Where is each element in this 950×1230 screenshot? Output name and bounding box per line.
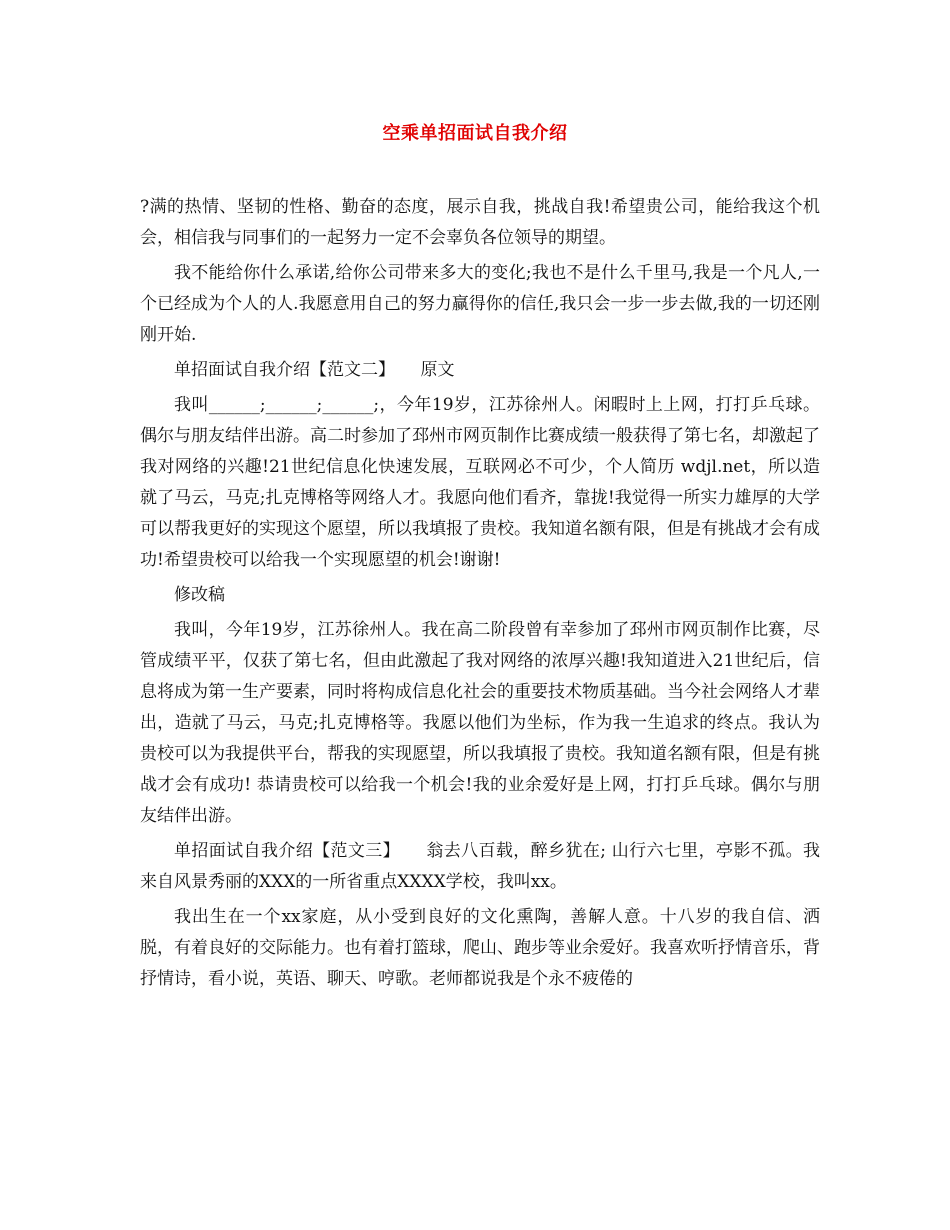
- paragraph-2: 我不能给你什么承诺,给你公司带来多大的变化;我也不是什么千里马,我是一个凡人,一个已经成为个人的人.我愿意用自己的努力赢得你的信任,我只会一步一步去做,我的一切还刚刚开始.: [140, 263, 820, 345]
- document-title: 空乘单招面试自我介绍: [382, 123, 568, 144]
- revision-heading: 修改稿: [174, 585, 225, 605]
- paragraph-original: 我叫______;______;______;，今年19岁，江苏徐州人。闲暇时上上网，打打乒乓球。偶尔与朋友结伴出游。高二时参加了邳州市网页制作比赛成绩一般获得了第七名，却激起了我对网络的兴趣!21世纪信息化快速发展，互联网必不可少，个人简历 wdjl.net，所以造就了马云，马克;扎克博格等网络人才。我愿向他们看齐，靠拢!我觉得一所实力雄厚的大学可以帮我更好的实现这个愿望，所以我填报了贵校。我知道名额有限，但是有挑战才会有成功!希望贵校可以给我一个实现愿望的机会!谢谢!: [140, 395, 820, 570]
- paragraph-last: 我出生在一个xx家庭，从小受到良好的文化熏陶，善解人意。十八岁的我自信、洒脱，有着良好的交际能力。也有着打篮球，爬山、跑步等业余爱好。我喜欢听抒情音乐，背抒情诗，看小说，英语、聊天、哼歌。老师都说我是个永不疲倦的: [140, 907, 820, 989]
- paragraph-1: ?满的热情、坚韧的性格、勤奋的态度，展示自我，挑战自我!希望贵公司，能给我这个机会，相信我与同事们的一起努力一定不会辜负各位领导的期望。: [140, 197, 820, 248]
- paragraph-revision: 我叫，今年19岁，江苏徐州人。我在高二阶段曾有幸参加了邳州市网页制作比赛，尽管成绩平平，仅获了第七名，但由此激起了我对网络的浓厚兴趣!我知道进入21世纪后，信息将成为第一生产要素，同时将构成信息化社会的重要技术物质基础。当今社会网络人才辈出，造就了马云，马克;扎克博格等。我愿以他们为坐标，作为我一生追求的终点。我认为贵校可以为我提供平台，帮我的实现愿望，所以我填报了贵校。我知道名额有限，但是有挑战才会有成功! 恭请贵校可以给我一个机会!我的业余爱好是上网，打打乒乓球。偶尔与朋友结伴出游。: [140, 620, 820, 826]
- section-heading-2: 单招面试自我介绍【范文二】 原文: [174, 360, 455, 380]
- section-heading-3: 单招面试自我介绍【范文三】 翁去八百载，醉乡犹在; 山行六七里，亭影不孤。我来自风景秀丽的XXX的一所省重点XXXX学校，我叫xx。: [140, 841, 820, 892]
- document-body: [140, 192, 820, 999]
